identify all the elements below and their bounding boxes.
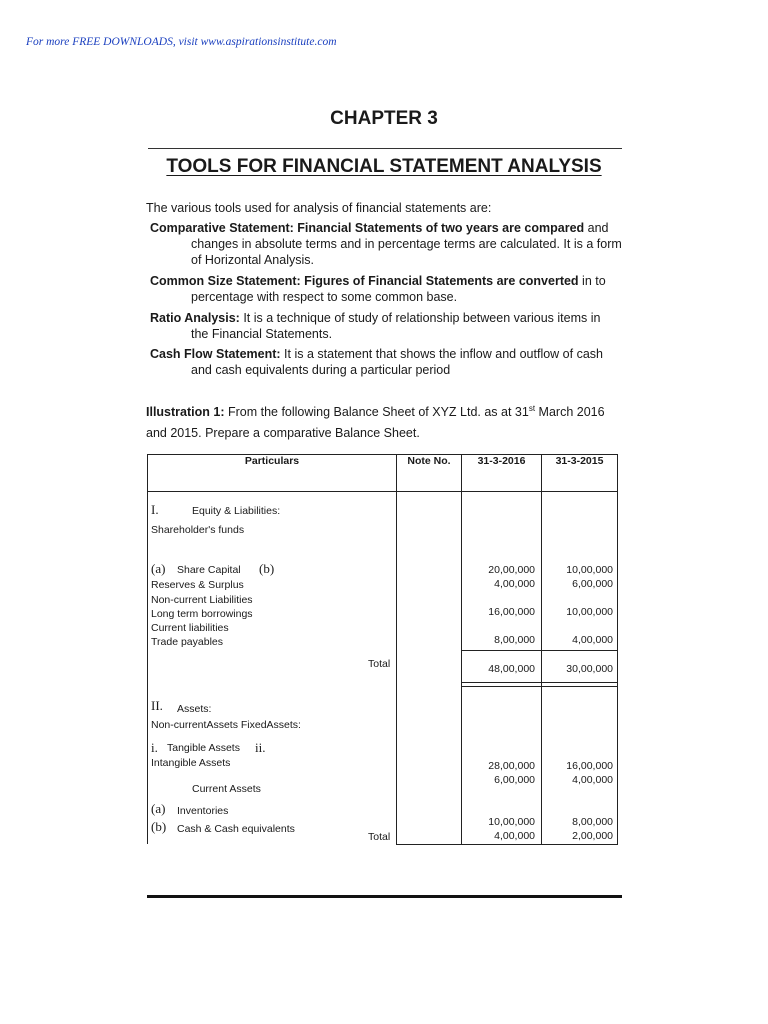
value-2016: 4,00,000 bbox=[494, 578, 535, 590]
tool-term: Comparative Statement: Financial Statements of two years are compared bbox=[150, 221, 585, 235]
label-a: (a) bbox=[151, 801, 166, 816]
value-2016: 10,00,000 bbox=[488, 816, 535, 828]
tool-common-size bbox=[150, 273, 655, 305]
total-label: Total bbox=[368, 831, 391, 843]
tool-term: Common Size Statement: Figures of Financial Statements are converted bbox=[150, 274, 579, 288]
value-2015: 4,00,000 bbox=[572, 634, 613, 646]
value-2015: 10,00,000 bbox=[566, 564, 613, 576]
note-cell bbox=[397, 492, 462, 845]
tool-text-cont: percentage with respect to some common base. bbox=[191, 290, 458, 304]
intangible-assets: Intangible Assets bbox=[151, 757, 231, 769]
tool-comparative bbox=[150, 220, 655, 268]
tool-text-cont: changes in absolute terms and in percentage terms are calculated. It is a form bbox=[191, 237, 622, 251]
tool-text: It is a statement that shows the inflow and outflow of cash bbox=[280, 347, 603, 361]
total-2015: 30,00,000 bbox=[566, 663, 613, 675]
illustration-text bbox=[146, 398, 646, 444]
tool-text: and bbox=[584, 221, 609, 235]
footer-divider bbox=[147, 895, 622, 898]
value-2015: 2,00,000 bbox=[572, 830, 613, 842]
col-particulars: Particulars bbox=[148, 455, 397, 492]
title-divider bbox=[148, 148, 622, 149]
shareholders-funds: Shareholder's funds bbox=[151, 524, 245, 536]
tool-text-cont: the Financial Statements. bbox=[191, 327, 333, 341]
label-i: i. bbox=[151, 740, 158, 755]
total-2016: 48,00,000 bbox=[488, 663, 535, 675]
tool-ratio bbox=[150, 310, 655, 342]
col-2015: 31-3-2015 bbox=[542, 455, 618, 492]
current-assets: Current Assets bbox=[192, 783, 261, 795]
assets-heading: Assets: bbox=[177, 703, 212, 715]
intro-text: The various tools used for analysis of financial statements are: bbox=[146, 201, 492, 215]
label-b: (b) bbox=[151, 819, 167, 834]
col-2016: 31-3-2016 bbox=[462, 455, 542, 492]
equity-liabilities-heading: Equity & Liabilities: bbox=[192, 505, 281, 517]
roman-numeral: II. bbox=[151, 698, 163, 713]
tool-text-cont: of Horizontal Analysis. bbox=[191, 253, 314, 267]
value-2015: 16,00,000 bbox=[566, 760, 613, 772]
illustration-sup: st bbox=[528, 404, 536, 413]
cash-equivalents: Cash & Cash equivalents bbox=[177, 823, 295, 835]
current-liabilities: Current liabilities bbox=[151, 622, 229, 634]
values-2016-cell bbox=[462, 492, 542, 845]
header-download-link[interactable]: For more FREE DOWNLOADS, visit www.aspirationsinstitute.com bbox=[26, 36, 337, 48]
balance-sheet-table bbox=[147, 454, 618, 845]
value-2016: 16,00,000 bbox=[488, 606, 535, 618]
tool-cash-flow bbox=[150, 346, 655, 378]
tool-text: in to bbox=[578, 274, 606, 288]
page-title: TOOLS FOR FINANCIAL STATEMENT ANALYSIS bbox=[166, 156, 602, 177]
label-ii: ii. bbox=[255, 740, 266, 755]
value-2015: 6,00,000 bbox=[572, 578, 613, 590]
illustration-label: Illustration 1: bbox=[146, 405, 225, 420]
value-2016: 20,00,000 bbox=[488, 564, 535, 576]
tool-text: It is a technique of study of relationship between various items in bbox=[239, 311, 601, 325]
tool-term: Ratio Analysis: bbox=[150, 311, 240, 325]
tool-term: Cash Flow Statement: bbox=[150, 347, 281, 361]
value-2015: 8,00,000 bbox=[572, 816, 613, 828]
reserves-surplus: Reserves & Surplus bbox=[151, 579, 244, 591]
label-b: (b) bbox=[259, 561, 275, 576]
tangible-assets: Tangible Assets bbox=[167, 742, 240, 754]
tool-text-cont: and cash equivalents during a particular period bbox=[191, 363, 451, 377]
non-current-assets: Non-currentAssets FixedAssets: bbox=[151, 719, 301, 731]
label-a: (a) bbox=[151, 561, 166, 576]
total-label: Total bbox=[368, 658, 391, 670]
illustration-text-a: From the following Balance Sheet of XYZ Ltd. as at 31 bbox=[224, 405, 529, 420]
values-2015-cell bbox=[542, 492, 618, 845]
value-2015: 10,00,000 bbox=[566, 606, 613, 618]
long-term-borrowings: Long term borrowings bbox=[151, 608, 253, 620]
value-2016: 8,00,000 bbox=[494, 634, 535, 646]
illustration-line2: and 2015. Prepare a comparative Balance Sheet. bbox=[146, 426, 420, 441]
trade-payables: Trade payables bbox=[151, 636, 223, 648]
value-2016: 4,00,000 bbox=[494, 830, 535, 842]
share-capital: Share Capital bbox=[177, 564, 241, 576]
value-2015: 4,00,000 bbox=[572, 774, 613, 786]
value-2016: 6,00,000 bbox=[494, 774, 535, 786]
roman-numeral: I. bbox=[151, 502, 159, 517]
chapter-heading: CHAPTER 3 bbox=[330, 108, 438, 129]
particulars-cell bbox=[148, 492, 397, 845]
illustration-text-b: March 2016 bbox=[535, 405, 605, 420]
inventories: Inventories bbox=[177, 805, 229, 817]
value-2016: 28,00,000 bbox=[488, 760, 535, 772]
table-header-row bbox=[148, 455, 618, 492]
non-current-liabilities: Non-current Liabilities bbox=[151, 594, 253, 606]
col-note-no: Note No. bbox=[397, 455, 462, 492]
table-body-row bbox=[148, 492, 618, 845]
